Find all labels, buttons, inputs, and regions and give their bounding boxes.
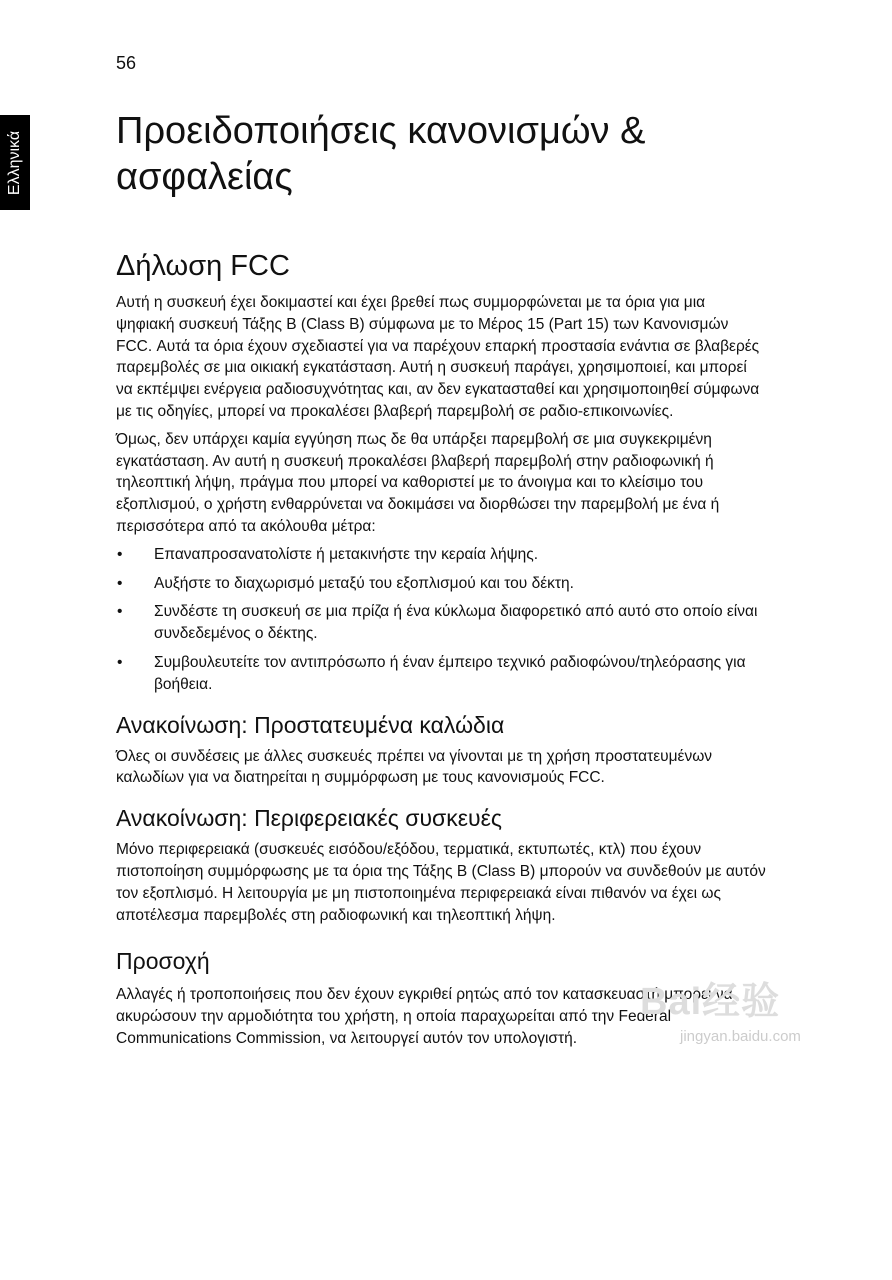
language-side-tab: [0, 115, 30, 210]
peripherals-paragraph: Μόνο περιφερειακά (συσκευές εισόδου/εξόδου, τερματικά, εκτυπωτές, κτλ) που έχουν πιστοποίηση συμμόρφωσης με τα όρια της Τάξης B (Class B) μπορούν να συνδεθούν με αυτόν τον εξοπλισμό. Η λειτουργία με μη πιστοποιημένα περιφερειακά είναι πιθανόν να έχει ως αποτέλεσμα παρεμβολές στη ραδιοφωνική και τηλεοπτική λήψη.: [116, 841, 766, 924]
list-item: [116, 573, 766, 595]
page-number: 56: [116, 53, 137, 73]
fcc-paragraph-1: Αυτή η συσκευή έχει δοκιμαστεί και έχει βρεθεί πως συμμορφώνεται με τα όρια για μια ψηφιακή συσκευή Τάξης B (Class B) σύμφωνα με το Μέρος 15 (Part 15) των Κανονισμών FCC. Αυτά τα όρια έχουν σχεδιαστεί για να παρέχουν επαρκή προστασία ενάντια σε βλαβερές παρεμβολές σε μια οικιακή εγκατάσταση. Αυτή η συσκευή παράγει, χρησιμοποιεί, και μπορεί να εκπέμψει ενέργεια ραδιοσυχνότητας και, αν δεν εγκατασταθεί και χρησιμοποιηθεί σύμφωνα με τις οδηγίες, μπορεί να προκαλέσει βλαβερή παρεμβολή σε ραδιο-επικοινωνίες.: [116, 294, 760, 420]
fcc-measures-list: [116, 544, 766, 696]
language-tab-label: Ελληνικά: [6, 130, 23, 195]
watermark-url: jingyan.baidu.com: [680, 1028, 801, 1045]
cables-paragraph: Όλες οι συνδέσεις με άλλες συσκευές πρέπει να γίνονται με τη χρήση προστατευμένων καλωδίων για να διατηρείται η συμμόρφωση με τους κανονισμούς FCC.: [116, 747, 713, 787]
bullet-icon: •: [117, 545, 123, 563]
list-item-text: Συμβουλευτείτε τον αντιπρόσωπο ή έναν έμπειρο τεχνικό ραδιοφώνου/τηλεόρασης για βοήθεια.: [154, 653, 746, 693]
bullet-icon: •: [117, 653, 123, 671]
page-title: Προειδοποιήσεις κανονισμών & ασφαλείας: [116, 110, 646, 198]
baidu-watermark: [630, 940, 870, 1270]
list-item-text: Συνδέστε τη συσκευή σε μια πρίζα ή ένα κύκλωμα διαφορετικό από αυτό στο οποίο είναι συνδεδεμένος ο δέκτης.: [154, 603, 758, 643]
caution-heading: Προσοχή: [116, 948, 210, 975]
bullet-icon: •: [117, 603, 123, 621]
list-item-text: Επαναπροσανατολίστε ή μετακινήστε την κεραία λήψης.: [154, 545, 539, 563]
list-item: [116, 652, 766, 696]
watermark-logo: Bai经验: [640, 981, 781, 1023]
list-item: [116, 601, 766, 645]
fcc-heading: Δήλωση FCC: [116, 250, 290, 282]
caution-paragraph: Αλλαγές ή τροποποιήσεις που δεν έχουν εγκριθεί ρητώς από τον κατασκευαστή μπορεί να ακυρώσουν την αρμοδιότητα του χρήστη, η οποία παραχωρείται από την Federal Communications Commission, να λειτουργεί αυτόν τον υπολογιστή.: [116, 986, 733, 1047]
list-item: [116, 544, 766, 566]
bullet-icon: •: [117, 574, 123, 592]
page-content: [116, 108, 766, 1056]
cables-heading: Ανακοίνωση: Προστατευμένα καλώδια: [116, 711, 505, 738]
fcc-paragraph-2: Όμως, δεν υπάρχει καμία εγγύηση πως δε θα υπάρξει παρεμβολή σε μια συγκεκριμένη εγκατάσταση. Αν αυτή η συσκευή προκαλέσει βλαβερή παρεμβολή στην ραδιοφωνική ή τηλεοπτική λήψη, πράγμα που μπορεί να καθοριστεί με το άνοιγμα και το κλείσιμο του εξοπλισμού, ο χρήστη ενθαρρύνεται να δοκιμάσει να διορθώσει την παρεμβολή με ένα ή περισσότερα από τα ακόλουθα μέτρα:: [116, 430, 720, 535]
peripherals-heading: Ανακοίνωση: Περιφερειακές συσκευές: [116, 805, 502, 832]
list-item-text: Αυξήστε το διαχωρισμό μεταξύ του εξοπλισμού και του δέκτη.: [154, 574, 574, 592]
